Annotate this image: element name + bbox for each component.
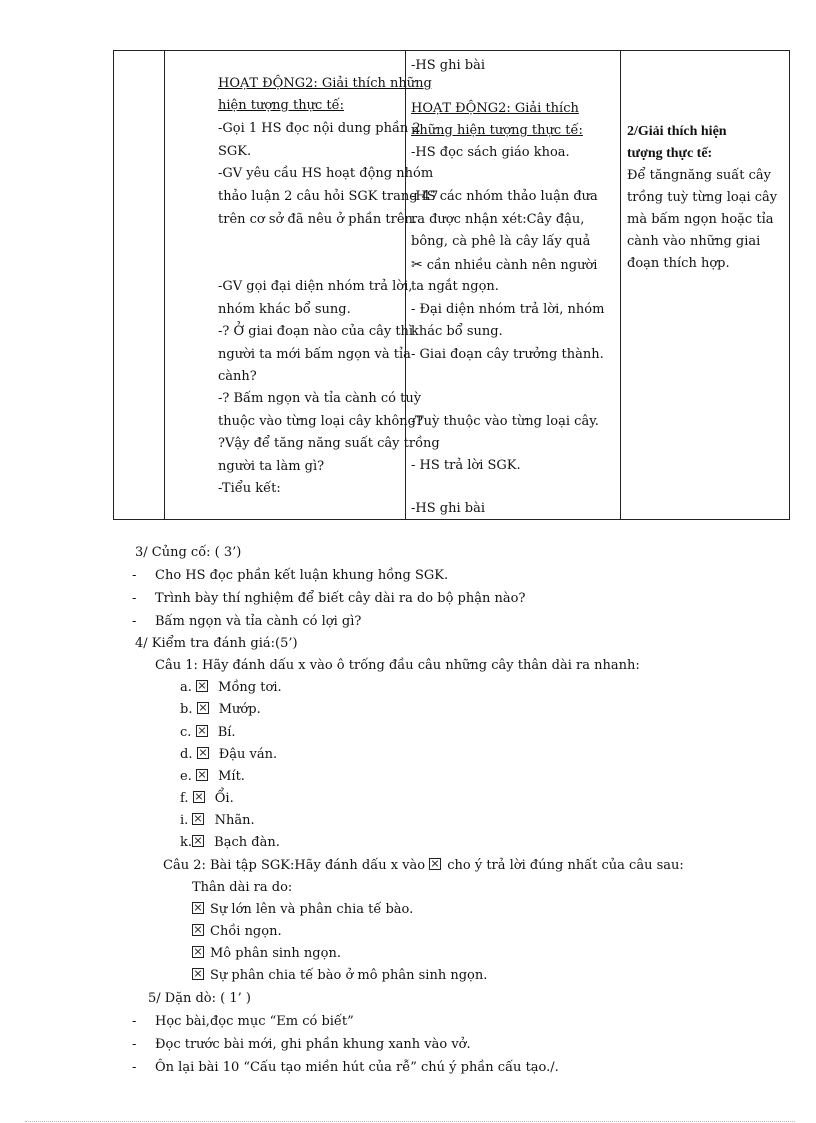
teacher-activities-cell <box>165 51 440 520</box>
option-item: d. Đậu ván. <box>180 747 278 762</box>
teacher-line: ?Vậy để tăng năng suất cây trồng <box>218 436 440 451</box>
student-line-with-icon: ✂ cần nhiều cành nên người <box>411 257 598 273</box>
student-line: ta ngắt ngọn. <box>411 279 499 294</box>
checkbox-x-icon <box>192 835 204 847</box>
bullet-dash: - <box>132 1037 137 1052</box>
consolidation-heading: 3/ Củng cố: ( 3’) <box>135 545 242 560</box>
bullet-dash: - <box>132 591 137 606</box>
checkbox-x-icon <box>196 769 208 781</box>
content-line: mà bấm ngọn hoặc tỉa <box>627 212 774 227</box>
student-line: - Giai đoạn cây trưởng thành. <box>411 347 604 362</box>
teacher-line: nhóm khác bổ sung. <box>218 302 351 317</box>
teacher-line: SGK. <box>218 144 252 159</box>
teacher-line: -GV gọi đại diện nhóm trả lời, <box>218 279 413 294</box>
student-activities-cell <box>406 51 621 520</box>
question-2-stem: Thân dài ra do: <box>192 880 293 895</box>
teacher-line: -Tiểu kết: <box>218 481 281 496</box>
student-line: -HS ghi bài <box>411 501 485 516</box>
student-line: -Tuỳ thuộc vào từng loại cây. <box>411 414 599 429</box>
assessment-heading: 4/ Kiểm tra đánh giá:(5’) <box>135 636 298 651</box>
option-item: e. Mít. <box>180 769 245 784</box>
option-item: c. Bí. <box>180 725 236 740</box>
content-line: Để tăngnăng suất cây <box>627 168 771 183</box>
checkbox-x-icon <box>192 924 204 936</box>
student-line: khác bổ sung. <box>411 324 503 339</box>
option-item: b. Mướp. <box>180 702 261 717</box>
checkbox-x-icon <box>192 902 204 914</box>
activity-heading-line-1: HOẠT ĐỘNG2: Giải thích những <box>218 76 432 91</box>
content-line: cành vào những giai <box>627 234 761 249</box>
checkbox-x-icon <box>196 725 208 737</box>
content-line: đoạn thích hợp. <box>627 256 730 271</box>
section-heading-line-1: 2/Giải thích hiện <box>627 124 727 139</box>
section-heading-line-2: tượng thực tế: <box>627 146 713 161</box>
student-line: bông, cà phê là cây lấy quả <box>411 234 591 249</box>
consolidation-item: Bấm ngọn và tỉa cành có lợi gì? <box>155 614 362 629</box>
homework-item: Ôn lại bài 10 “Cấu tạo miền hút của rễ” chú ý phần cấu tạo./. <box>155 1060 559 1075</box>
answer-option: Sự phân chia tế bào ở mô phân sinh ngọn. <box>192 966 487 986</box>
checkbox-x-icon <box>196 680 208 692</box>
option-item: f. Ổi. <box>180 791 234 806</box>
teacher-line: thuộc vào từng loại cây không? <box>218 414 423 429</box>
teacher-line: người ta làm gì? <box>218 459 325 474</box>
option-item: a. Mồng tơi. <box>180 680 282 695</box>
checkbox-x-icon <box>192 813 204 825</box>
student-line: -HS đọc sách giáo khoa. <box>411 145 570 160</box>
student-line: - HS trả lời SGK. <box>411 458 521 473</box>
homework-item: Học bài,đọc mục “Em có biết” <box>155 1014 354 1029</box>
scissors-icon: ✂ <box>411 257 423 273</box>
homework-heading: 5/ Dặn dò: ( 1’ ) <box>148 991 251 1006</box>
teacher-line: -? Ở giai đoạn nào của cây thì <box>218 324 414 339</box>
bullet-dash: - <box>132 568 137 583</box>
student-line: -HS ghi bài <box>411 58 485 73</box>
student-line: -HS các nhóm thảo luận đưa <box>411 189 598 204</box>
checkbox-x-icon <box>197 702 209 714</box>
student-line: ra được nhận xét:Cây đậu, <box>411 212 585 227</box>
activity-heading-line-1: HOẠT ĐỘNG2: Giải thích <box>411 101 579 116</box>
activity-heading-line-2: hiện tượng thực tế: <box>218 98 344 113</box>
bullet-dash: - <box>132 1014 137 1029</box>
bullet-dash: - <box>132 614 137 629</box>
question-2: Câu 2: Bài tập SGK:Hãy đánh dấu x vào cho ý trả lời đúng nhất của câu sau: <box>163 858 684 873</box>
student-line: - Đại diện nhóm trả lời, nhóm <box>411 302 605 317</box>
teacher-line: thảo luận 2 câu hỏi SGK trang 47 <box>218 189 439 204</box>
teacher-line: cành? <box>218 369 257 384</box>
teacher-line: -? Bấm ngọn và tỉa cành có tuỳ <box>218 391 422 406</box>
activity-heading-line-2: những hiện tượng thực tế: <box>411 123 583 138</box>
page-bottom-rule <box>25 1121 795 1122</box>
checkbox-x-icon <box>197 747 209 759</box>
lesson-table <box>113 50 790 520</box>
checkbox-x-icon <box>429 858 441 870</box>
content-cell <box>621 51 790 520</box>
answer-option: Sự lớn lên và phân chia tế bào. <box>192 900 413 920</box>
consolidation-item: Cho HS đọc phần kết luận khung hồng SGK. <box>155 568 449 583</box>
checkbox-x-icon <box>192 968 204 980</box>
checkbox-x-icon <box>193 791 205 803</box>
question-1: Câu 1: Hãy đánh dấu x vào ô trống đầu câu những cây thân dài ra nhanh: <box>155 658 640 673</box>
bullet-dash: - <box>132 1060 137 1075</box>
consolidation-item: Trình bày thí nghiệm để biết cây dài ra do bộ phận nào? <box>155 591 526 606</box>
content-line: trồng tuỳ từng loại cây <box>627 190 778 205</box>
homework-item: Đọc trước bài mới, ghi phần khung xanh vào vở. <box>155 1037 471 1052</box>
option-item: k. Bạch đàn. <box>180 835 280 850</box>
teacher-line: -GV yêu cầu HS hoạt động nhóm <box>218 166 434 181</box>
checkbox-x-icon <box>192 946 204 958</box>
teacher-line: người ta mới bấm ngọn và tỉa <box>218 347 411 362</box>
answer-option: Mô phân sinh ngọn. <box>192 944 341 964</box>
teacher-line: trên cơ sở đã nêu ở phần trên. <box>218 212 418 227</box>
teacher-line: -Gọi 1 HS đọc nội dung phần 2 <box>218 121 421 136</box>
answer-option: Chồi ngọn. <box>192 922 282 942</box>
option-item: i. Nhãn. <box>180 813 255 828</box>
table-column-empty <box>114 51 165 520</box>
